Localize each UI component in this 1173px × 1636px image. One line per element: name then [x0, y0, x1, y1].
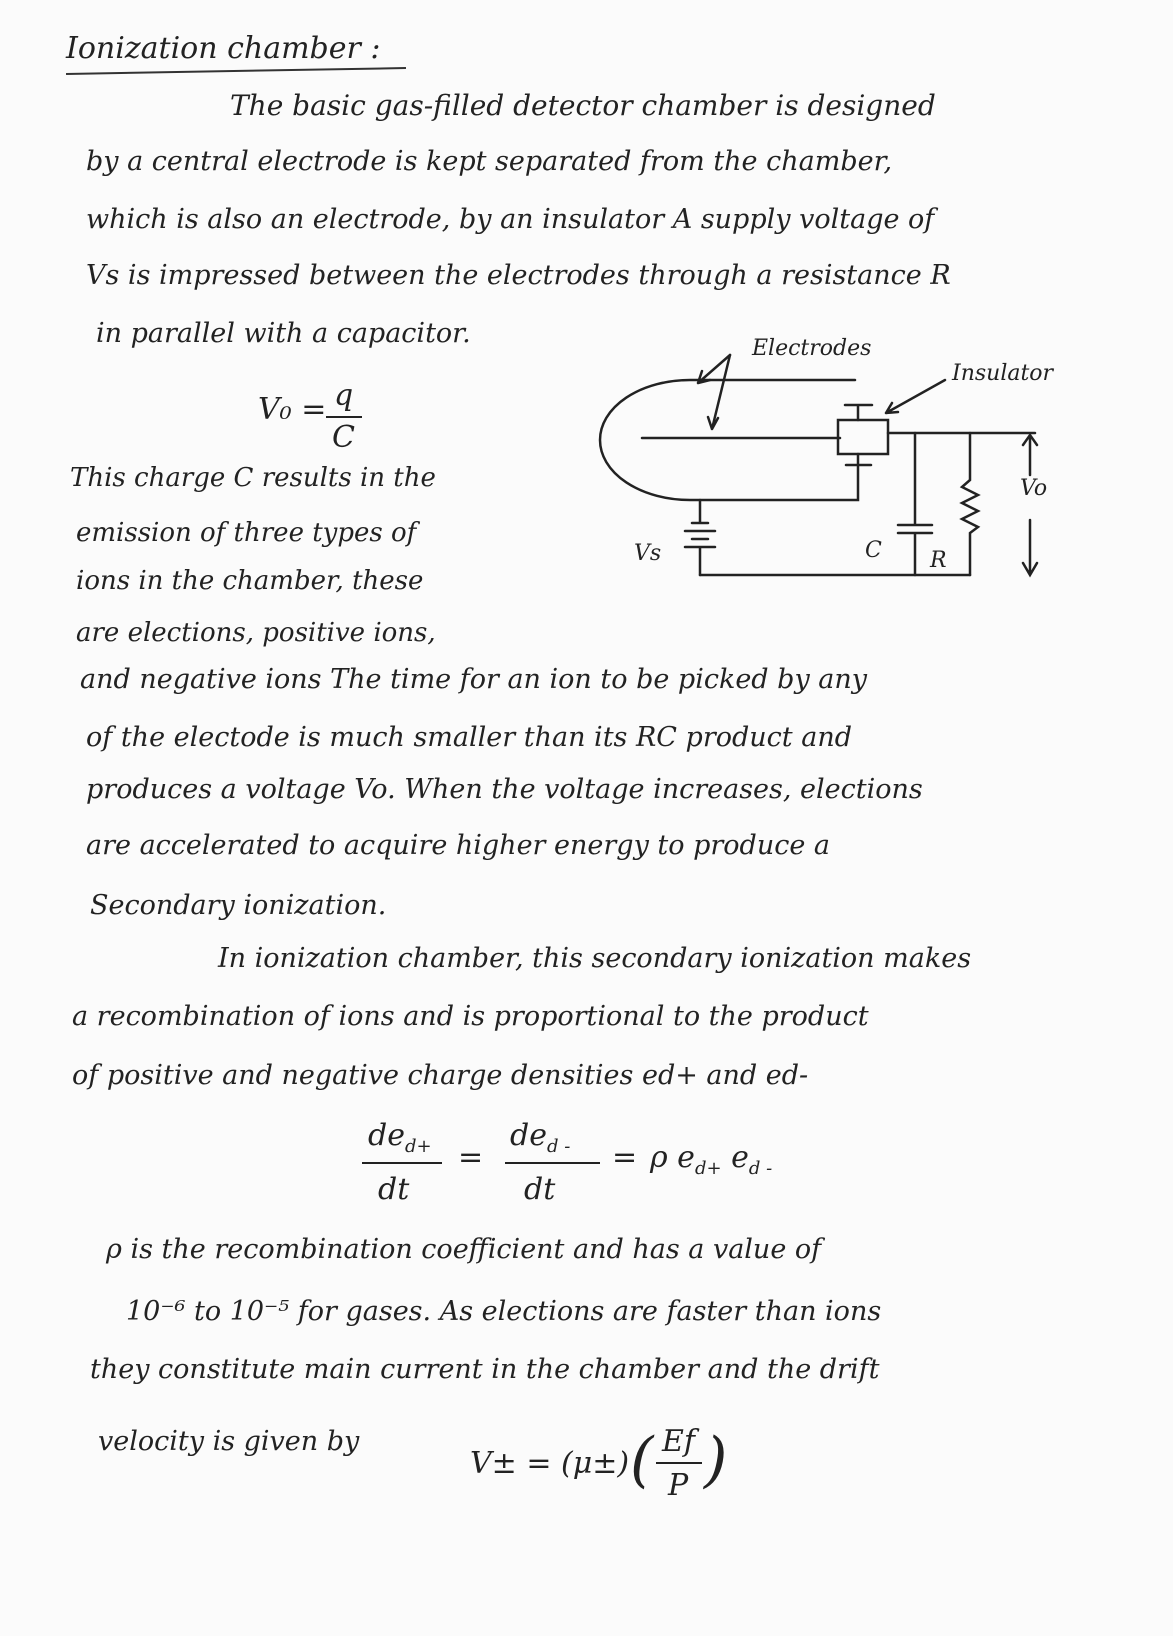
v0-numerator: q [334, 378, 354, 413]
paragraph-line: produces a voltage Vo. When the voltage increases, elections [86, 774, 923, 805]
drift-fraction-bar [656, 1462, 702, 1464]
v0-denominator: C [332, 420, 355, 455]
paragraph-line: are accelerated to acquire higher energy to produce a [86, 830, 831, 861]
paragraph-line: which is also an electrode, by an insulator A supply voltage of [86, 204, 935, 235]
drift-paren-close: ) [704, 1425, 728, 1495]
title-underline [66, 67, 406, 75]
rec-numerator-1: $de_{d+}$ [368, 1118, 432, 1157]
drift-paren-open: ( [630, 1425, 654, 1495]
paragraph-line: This charge C results in the [70, 463, 436, 493]
vo-arrow-up [1023, 435, 1037, 475]
rec-denominator-1: dt [378, 1172, 410, 1207]
v0-lhs: V₀ = [258, 392, 327, 427]
ionization-chamber-diagram [590, 325, 1100, 605]
paragraph-line: ρ is the recombination coefficient and has a value of [106, 1234, 822, 1265]
vo-arrow-down [1023, 520, 1037, 575]
paragraph-line: velocity is given by [98, 1426, 360, 1457]
rec-fraction-bar-1 [362, 1162, 442, 1164]
paragraph-line: Secondary ionization. [90, 890, 387, 921]
c-label: C [865, 538, 882, 563]
paragraph-line: In ionization chamber, this secondary ionization makes [218, 943, 972, 974]
paragraph-line: they constitute main current in the chamber and the drift [90, 1354, 880, 1385]
rec-numerator-2: $de_{d -}$ [510, 1118, 571, 1157]
insulator-block [838, 420, 888, 454]
vo-label: Vo [1020, 476, 1048, 501]
v0-fraction-bar [326, 416, 362, 418]
resistor-r [962, 433, 978, 575]
rec-fraction-bar-2 [505, 1162, 600, 1164]
rec-denominator-2: dt [524, 1172, 556, 1207]
paragraph-line: of positive and negative charge densities ed+ and ed- [72, 1060, 809, 1091]
paragraph-line: are elections, positive ions, [76, 618, 436, 648]
paragraph-line: The basic gas-filled detector chamber is designed [230, 89, 936, 122]
rec-equals-1: = [458, 1140, 484, 1175]
rec-equals-2: = [612, 1140, 638, 1175]
battery-vs [685, 500, 715, 575]
paragraph-line: 10⁻⁶ to 10⁻⁵ for gases. As elections are faster than ions [126, 1296, 882, 1327]
paragraph-line: ions in the chamber, these [76, 566, 424, 596]
insulator-arrow [886, 380, 945, 413]
chamber-shell [600, 380, 858, 500]
electrodes-label: Electrodes [752, 336, 872, 361]
paragraph-line: of the electode is much smaller than its RC product and [86, 722, 852, 753]
capacitor-c [898, 433, 932, 575]
drift-denominator: P [668, 1468, 689, 1503]
circuit-svg [590, 325, 1100, 605]
paragraph-line: a recombination of ions and is proportional to the product [72, 1001, 869, 1032]
drift-lhs: V± = (μ±) [470, 1446, 630, 1481]
rec-rhs: ρ $e_{d+}$ $e_{d -}$ [650, 1140, 773, 1179]
r-label: R [930, 548, 947, 573]
paragraph-line: Vs is impressed between the electrodes through a resistance R [86, 260, 951, 291]
paragraph-line: by a central electrode is kept separated from the chamber, [86, 146, 893, 177]
vs-label: Vs [634, 541, 662, 566]
paragraph-line: emission of three types of [76, 518, 417, 548]
paragraph-line: and negative ions The time for an ion to be picked by any [80, 664, 868, 695]
insulator-label: Insulator [952, 361, 1054, 386]
paragraph-line: in parallel with a capacitor. [96, 318, 471, 349]
drift-numerator: Ef [662, 1424, 696, 1459]
page-title: Ionization chamber : [66, 31, 381, 66]
